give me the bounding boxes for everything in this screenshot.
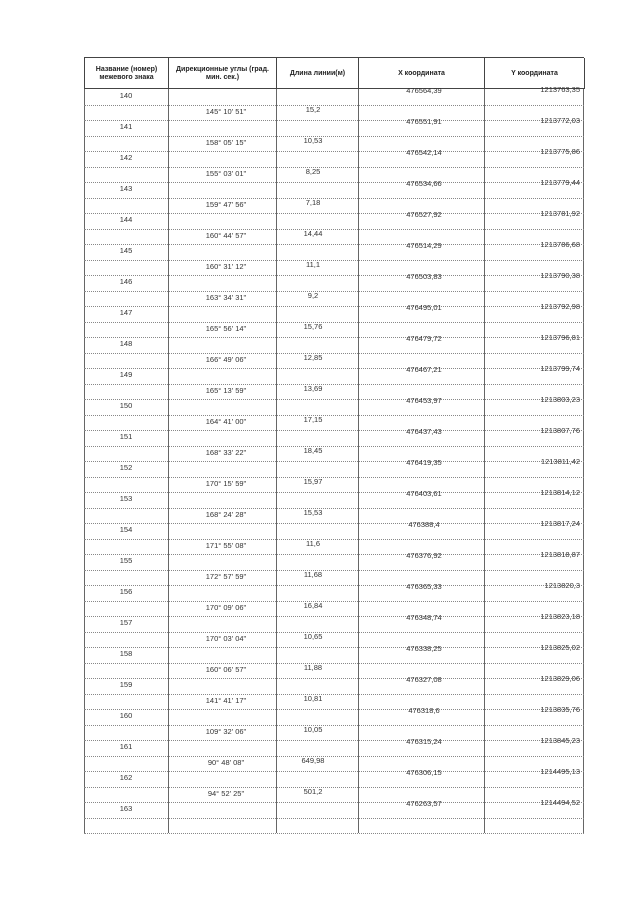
row-separator: [84, 818, 584, 819]
x-coordinate: 476376,92: [406, 551, 442, 560]
y-coordinate: 1213823,18: [540, 612, 580, 621]
line-length: 10,05: [303, 725, 323, 735]
x-coordinate: 476437,43: [406, 427, 442, 436]
direction-angle: 159° 47' 56": [205, 199, 247, 209]
point-name: 149: [119, 370, 133, 379]
header-x: X координата: [359, 58, 485, 89]
point-name: 153: [119, 494, 133, 503]
x-coordinate: 476419,35: [406, 458, 442, 467]
row-separator: [84, 833, 584, 834]
header-name: Название (номер) межевого знака: [85, 58, 169, 89]
direction-angle: 160° 44' 57": [205, 230, 247, 240]
y-coordinate: 1213775,86: [540, 147, 580, 156]
line-length: 8,25: [305, 167, 321, 177]
point-name: 148: [119, 339, 133, 348]
line-length: 18,45: [303, 446, 323, 456]
x-coordinate: 476479,72: [406, 334, 442, 343]
direction-angle: 168° 33' 22": [205, 447, 247, 457]
x-coordinate: 476263,57: [406, 799, 442, 808]
point-name: 158: [119, 649, 133, 658]
y-coordinate: 1213811,42: [540, 457, 580, 466]
line-length: 15,97: [303, 477, 323, 487]
y-coordinate: 1213772,03: [540, 116, 580, 125]
direction-angle: 145° 10' 51": [205, 106, 247, 116]
point-name: 146: [119, 277, 133, 286]
direction-angle: 90° 48' 08": [207, 757, 245, 767]
line-length: 15,53: [303, 508, 323, 518]
y-coordinate: 1213814,12: [540, 488, 580, 497]
header-length: Длина линии(м): [277, 58, 359, 89]
point-name: 155: [119, 556, 133, 565]
direction-angle: 172° 57' 59": [205, 571, 247, 581]
direction-angle: 160° 31' 12": [205, 261, 247, 271]
line-length: 10,81: [303, 694, 323, 704]
y-coordinate: 1213781,92: [540, 209, 580, 218]
y-coordinate: 1213835,76: [540, 705, 580, 714]
direction-angle: 170° 03' 04": [205, 633, 247, 643]
x-coordinate: 476306,15: [406, 768, 442, 777]
y-coordinate: 1213792,98: [540, 302, 580, 311]
point-name: 151: [119, 432, 133, 441]
point-name: 161: [119, 742, 133, 751]
point-name: 156: [119, 587, 133, 596]
header-angle: Дирекционные углы (град. мин. сек.): [169, 58, 277, 89]
x-coordinate: 476327,08: [406, 675, 442, 684]
point-name: 141: [119, 122, 133, 131]
x-coordinate: 476348,74: [406, 613, 442, 622]
direction-angle: 165° 56' 14": [205, 323, 247, 333]
direction-angle: 109° 32' 06": [205, 726, 247, 736]
line-length: 11,1: [305, 260, 321, 270]
y-coordinate: 1213825,02: [540, 643, 580, 652]
direction-angle: 170° 15' 59": [205, 478, 247, 488]
y-coordinate: 1213803,23: [540, 395, 580, 404]
x-coordinate: 476365,33: [406, 582, 442, 591]
line-length: 7,18: [305, 198, 321, 208]
line-length: 14,44: [303, 229, 323, 239]
direction-angle: 160° 06' 57": [205, 664, 247, 674]
point-name: 142: [119, 153, 133, 162]
y-coordinate: 1214494,52: [540, 798, 580, 807]
y-coordinate: 1213763,35: [540, 85, 580, 94]
y-coordinate: 1213786,68: [540, 240, 580, 249]
line-length: 12,85: [303, 353, 323, 363]
table-body: [84, 85, 584, 833]
line-length: 649,98: [301, 756, 325, 766]
y-coordinate: 1213817,24: [540, 519, 580, 528]
x-coordinate: 476514,29: [406, 241, 442, 250]
y-coordinate: 1213807,76: [540, 426, 580, 435]
direction-angle: 165° 13' 59": [205, 385, 247, 395]
direction-angle: 166° 49' 06": [205, 354, 247, 364]
y-coordinate: 1213820,3: [544, 581, 580, 590]
y-coordinate: 1213799,74: [540, 364, 580, 373]
x-coordinate: 476527,92: [406, 210, 442, 219]
y-coordinate: 1213845,23: [540, 736, 580, 745]
x-coordinate: 476534,66: [406, 179, 442, 188]
point-name: 157: [119, 618, 133, 627]
coordinates-table: [84, 57, 584, 833]
line-length: 13,69: [303, 384, 323, 394]
y-coordinate: 1213790,38: [540, 271, 580, 280]
line-length: 10,53: [303, 136, 323, 146]
point-name: 147: [119, 308, 133, 317]
y-coordinate: 1213779,44: [540, 178, 580, 187]
direction-angle: 168° 24' 28": [205, 509, 247, 519]
point-name: 163: [119, 804, 133, 813]
header-y: Y координата: [485, 58, 585, 89]
y-coordinate: 1213796,81: [540, 333, 580, 342]
line-length: 11,6: [305, 539, 321, 549]
line-length: 15,2: [305, 105, 321, 115]
direction-angle: 158° 05' 15": [205, 137, 247, 147]
y-coordinate: 1213818,87: [540, 550, 580, 559]
x-coordinate: 476495,01: [406, 303, 442, 312]
point-name: 144: [119, 215, 133, 224]
x-coordinate: 476318,6: [408, 706, 440, 715]
line-length: 11,88: [303, 663, 323, 673]
direction-angle: 170° 09' 06": [205, 602, 247, 612]
y-coordinate: 1213829,06: [540, 674, 580, 683]
point-name: 152: [119, 463, 133, 472]
direction-angle: 164° 41' 00": [205, 416, 247, 426]
point-name: 145: [119, 246, 133, 255]
x-coordinate: 476388,4: [408, 520, 440, 529]
direction-angle: 155° 03' 01": [205, 168, 247, 178]
direction-angle: 171° 55' 08": [205, 540, 247, 550]
line-length: 16,84: [303, 601, 323, 611]
direction-angle: 94° 52' 25": [207, 788, 245, 798]
y-coordinate: 1214495,13: [540, 767, 580, 776]
line-length: 501,2: [303, 787, 323, 797]
line-length: 10,65: [303, 632, 323, 642]
point-name: 150: [119, 401, 133, 410]
x-coordinate: 476542,14: [406, 148, 442, 157]
x-coordinate: 476315,24: [406, 737, 442, 746]
point-name: 143: [119, 184, 133, 193]
x-coordinate: 476503,83: [406, 272, 442, 281]
x-coordinate: 476453,97: [406, 396, 442, 405]
direction-angle: 163° 34' 31": [205, 292, 247, 302]
point-name: 160: [119, 711, 133, 720]
point-name: 140: [119, 91, 133, 100]
point-name: 159: [119, 680, 133, 689]
line-length: 9,2: [307, 291, 319, 301]
line-length: 17,15: [303, 415, 323, 425]
x-coordinate: 476338,25: [406, 644, 442, 653]
point-name: 154: [119, 525, 133, 534]
x-coordinate: 476403,61: [406, 489, 442, 498]
line-length: 11,68: [303, 570, 323, 580]
line-length: 15,76: [303, 322, 323, 332]
direction-angle: 141° 41' 17": [205, 695, 247, 705]
x-coordinate: 476551,91: [406, 117, 442, 126]
x-coordinate: 476564,39: [406, 86, 442, 95]
point-name: 162: [119, 773, 133, 782]
x-coordinate: 476467,21: [406, 365, 442, 374]
